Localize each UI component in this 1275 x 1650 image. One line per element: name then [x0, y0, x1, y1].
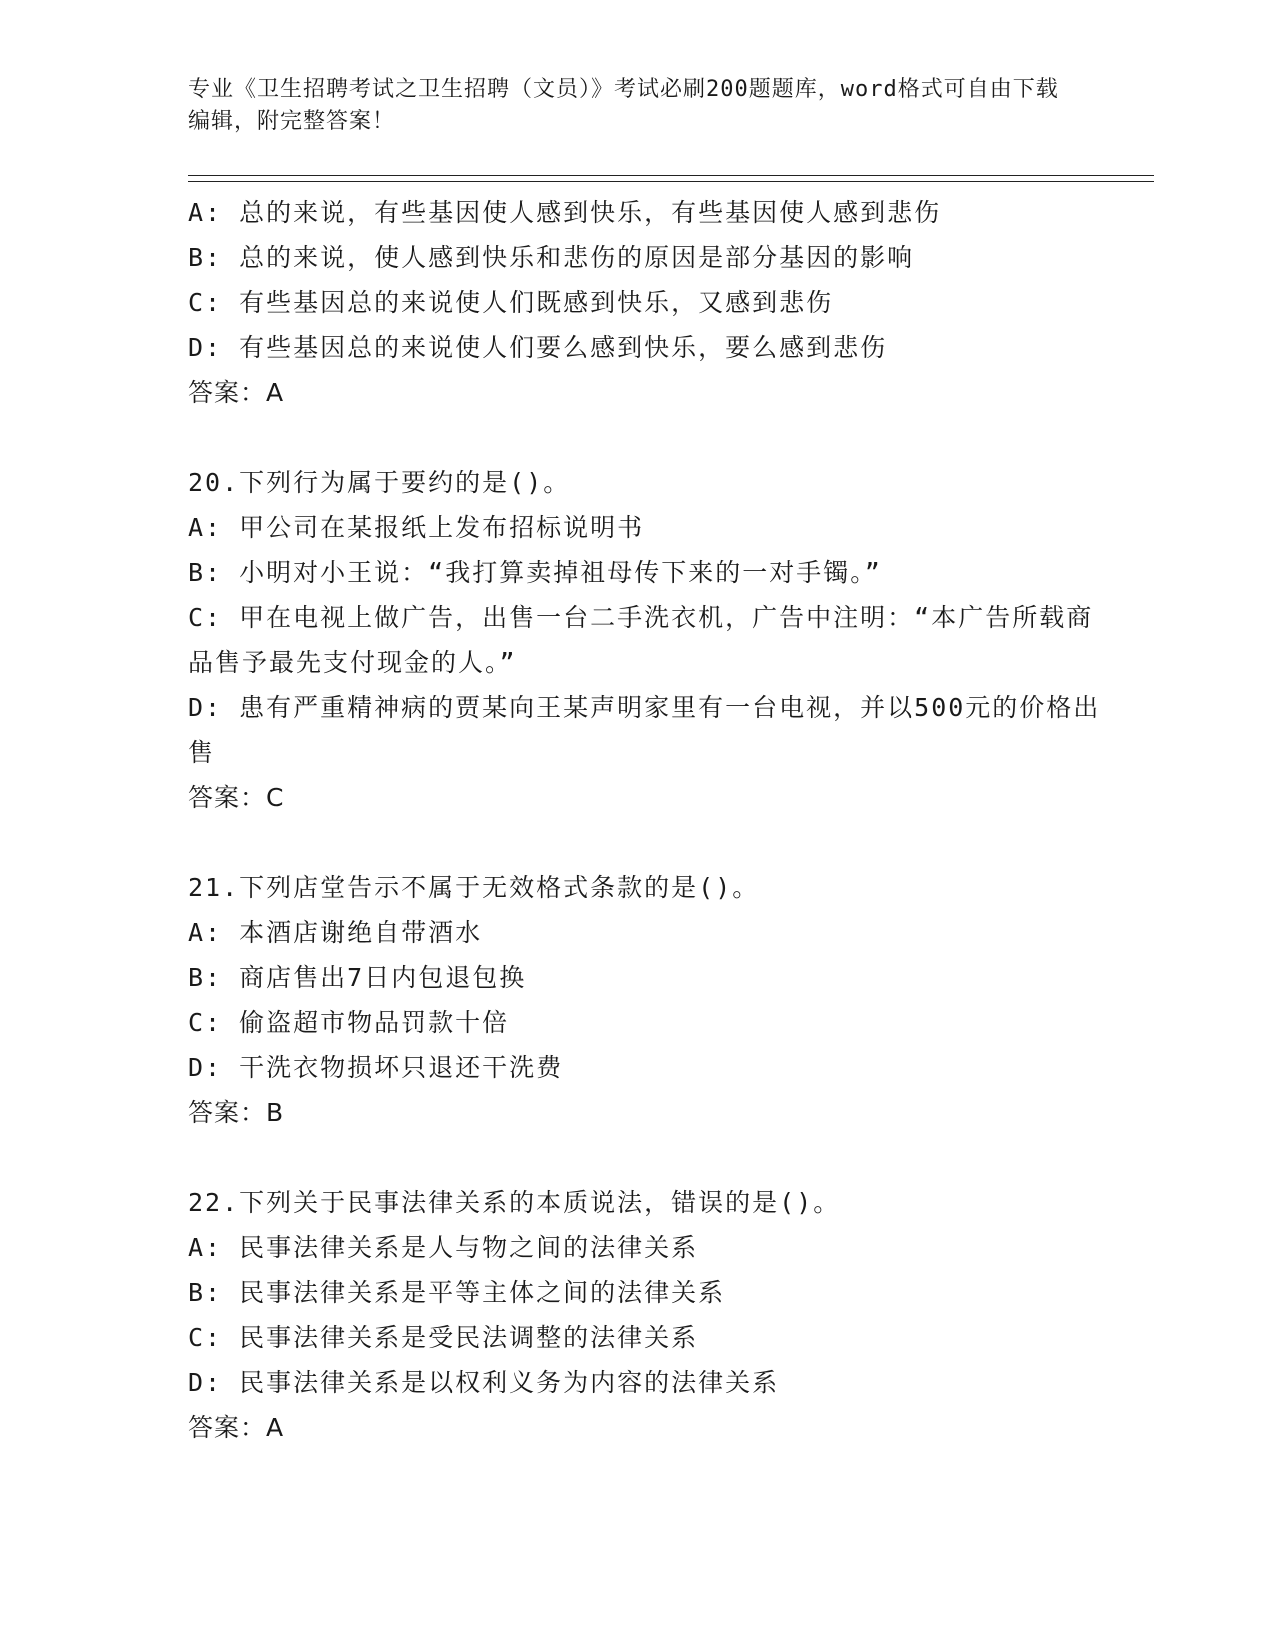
question-stem: 20.下列行为属于要约的是()。 — [188, 468, 571, 497]
option-b: B: 民事法律关系是平等主体之间的法律关系 — [188, 1278, 726, 1307]
spacer — [188, 1135, 1108, 1180]
option-c: C: 有些基因总的来说使人们既感到快乐，又感到悲伤 — [188, 288, 834, 317]
option-a: A: 总的来说，有些基因使人感到快乐，有些基因使人感到悲伤 — [188, 198, 942, 227]
option-a: A: 本酒店谢绝自带酒水 — [188, 918, 483, 947]
question-stem: 21.下列店堂告示不属于无效格式条款的是()。 — [188, 873, 760, 902]
option-d: D: 患有严重精神病的贾某向王某声明家里有一台电视，并以500元的价格出售 — [188, 693, 1101, 767]
answer-text: 答案：C — [188, 783, 285, 812]
answer-text: 答案：A — [188, 1413, 285, 1442]
header-rule-bottom — [188, 181, 1154, 182]
question-22-block — [188, 1180, 1108, 1450]
option-b: B: 总的来说，使人感到快乐和悲伤的原因是部分基因的影响 — [188, 243, 915, 272]
previous-question-block — [188, 190, 1108, 415]
option-c: C: 民事法律关系是受民法调整的法律关系 — [188, 1323, 699, 1352]
spacer — [188, 415, 1108, 460]
option-c: C: 甲在电视上做广告，出售一台二手洗衣机，广告中注明：“本广告所载商品售予最先支付现金的人。” — [188, 603, 1094, 677]
answer-text: 答案：A — [188, 378, 285, 407]
document-header: 专业《卫生招聘考试之卫生招聘（文员）》考试必刷200题题库，word格式可自由下载编辑，附完整答案！ — [188, 77, 1059, 134]
question-stem: 22.下列关于民事法律关系的本质说法，错误的是()。 — [188, 1188, 841, 1217]
option-d: D: 干洗衣物损坏只退还干洗费 — [188, 1053, 564, 1082]
option-a: A: 甲公司在某报纸上发布招标说明书 — [188, 513, 645, 542]
answer-text: 答案：B — [188, 1098, 285, 1127]
option-c: C: 偷盗超市物品罚款十倍 — [188, 1008, 510, 1037]
header-rule-top — [188, 175, 1154, 176]
option-b: B: 小明对小王说：“我打算卖掉祖母传下来的一对手镯。” — [188, 558, 882, 587]
spacer — [188, 820, 1108, 865]
option-d: D: 有些基因总的来说使人们要么感到快乐，要么感到悲伤 — [188, 333, 888, 362]
option-a: A: 民事法律关系是人与物之间的法律关系 — [188, 1233, 699, 1262]
option-b: B: 商店售出7日内包退包换 — [188, 963, 527, 992]
question-20-block — [188, 460, 1108, 820]
question-21-block — [188, 865, 1108, 1135]
question-content — [188, 190, 1108, 1450]
option-d: D: 民事法律关系是以权利义务为内容的法律关系 — [188, 1368, 780, 1397]
